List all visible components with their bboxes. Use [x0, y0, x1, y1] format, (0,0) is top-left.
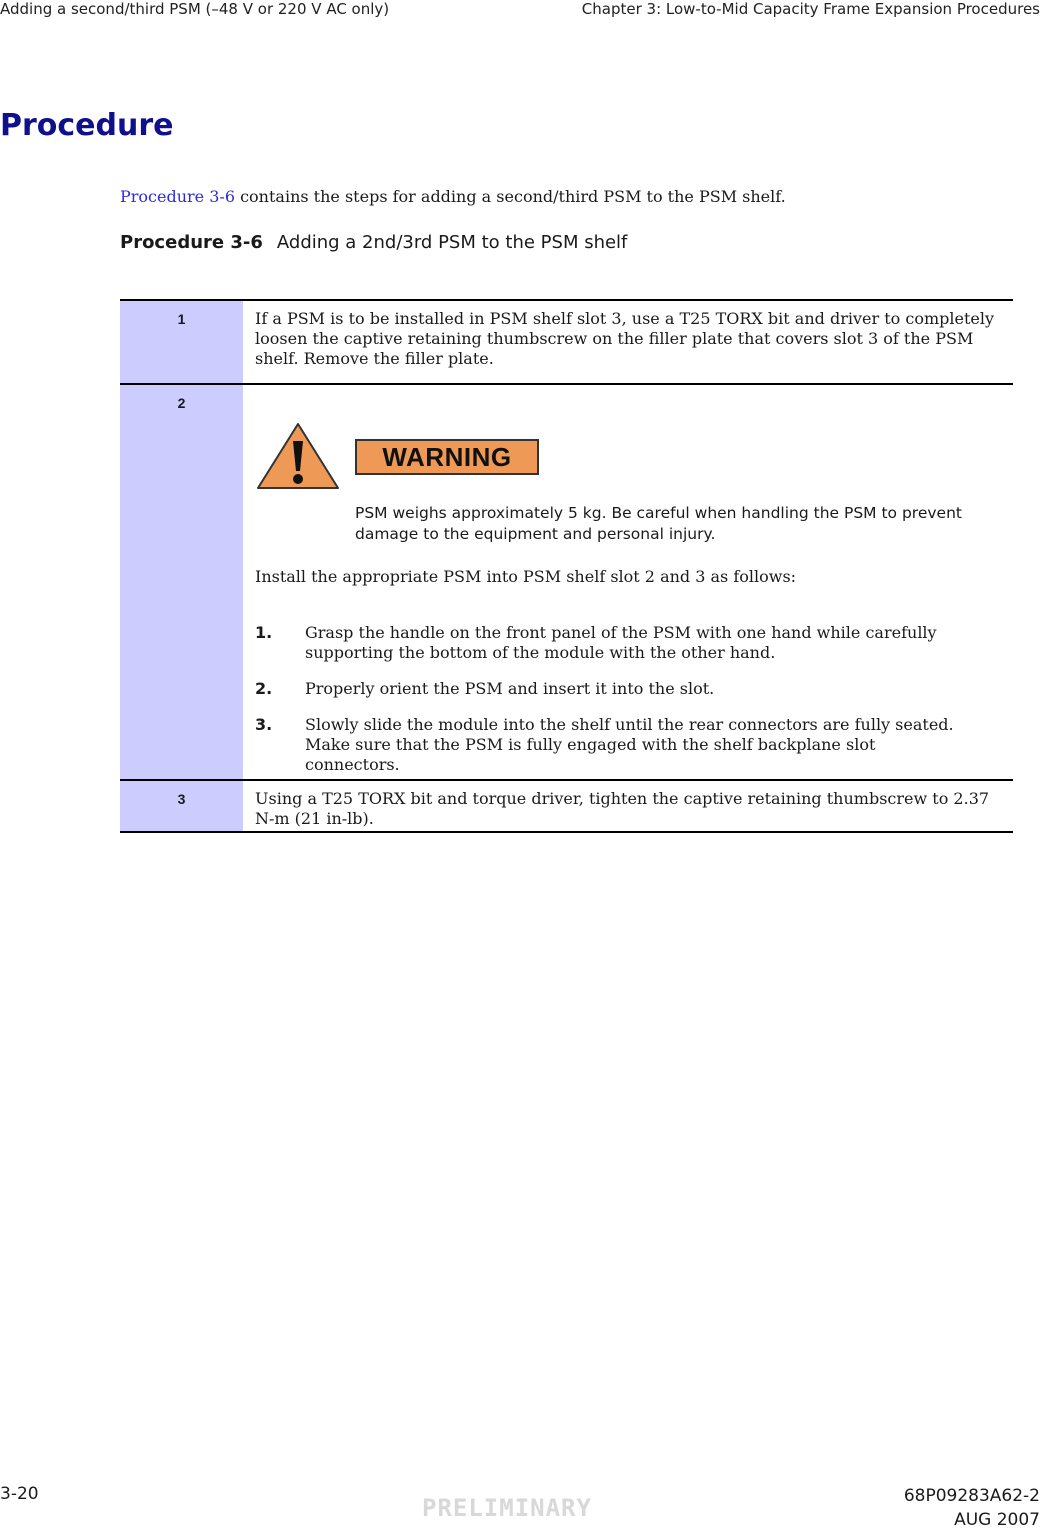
- document-date: AUG 2007: [954, 1510, 1040, 1530]
- step-row: [120, 383, 1013, 779]
- substep-number: 1.: [255, 623, 273, 642]
- list-item: [255, 679, 1013, 699]
- page-number: 3-20: [0, 1484, 39, 1504]
- caption-text: Adding a 2nd/3rd PSM to the PSM shelf: [276, 232, 628, 253]
- intro-paragraph: [120, 187, 786, 206]
- substep-list: [255, 623, 1013, 775]
- warning-triangle-icon: [255, 421, 341, 491]
- intro-text: contains the steps for adding a second/third PSM to the PSM shelf.: [235, 187, 786, 206]
- list-item: [255, 715, 1013, 775]
- warning-block: [255, 421, 1013, 491]
- substep-text: Properly orient the PSM and insert it into the slot.: [305, 679, 715, 698]
- substep-text: Slowly slide the module into the shelf until the rear connectors are fully seated. Make sure that the PSM is fully engaged with the shelf backplane slot connectors.: [305, 715, 954, 774]
- procedure-link[interactable]: Procedure 3-6: [120, 187, 235, 206]
- footer-doc-info: [904, 1484, 1040, 1532]
- step-number: 2: [120, 385, 243, 779]
- step-number: 3: [120, 781, 243, 831]
- step-text: Install the appropriate PSM into PSM shelf slot 2 and 3 as follows:: [255, 567, 797, 586]
- substep-number: 2.: [255, 679, 273, 698]
- procedure-steps-table: [120, 299, 1013, 833]
- warning-label: WARNING: [355, 439, 539, 475]
- section-title: Procedure: [0, 108, 174, 143]
- procedure-caption: [120, 232, 627, 253]
- list-item: [255, 623, 1013, 663]
- running-header-left: Adding a second/third PSM (–48 V or 220 V AC only): [0, 0, 390, 18]
- step-body: [243, 385, 1013, 779]
- document-id: 68P09283A62-2: [903, 1486, 1040, 1506]
- caption-label: Procedure 3-6: [120, 232, 263, 253]
- step-text: If a PSM is to be installed in PSM shelf slot 3, use a T25 TORX bit and driver to completely loosen the captive retaining thumbscrew on the filler plate that covers slot 3 of the PSM shelf. Remove the filler plate.: [255, 309, 994, 368]
- step-number: 1: [120, 301, 243, 383]
- running-header-right: Chapter 3: Low-to-Mid Capacity Frame Expansion Procedures: [581, 0, 1040, 18]
- substep-text: Grasp the handle on the front panel of the PSM with one hand while carefully supporting the bottom of the module with the other hand.: [305, 623, 937, 662]
- step-row: [120, 779, 1013, 833]
- warning-text: PSM weighs approximately 5 kg. Be careful when handling the PSM to prevent damage to the equipment and personal injury.: [355, 504, 962, 543]
- substep-number: 3.: [255, 715, 273, 734]
- preliminary-watermark: PRELIMINARY: [422, 1494, 592, 1522]
- step-text: Using a T25 TORX bit and torque driver, tighten the captive retaining thumbscrew to 2.37 N-m (21 in-lb).: [255, 789, 990, 828]
- step-row: [120, 299, 1013, 383]
